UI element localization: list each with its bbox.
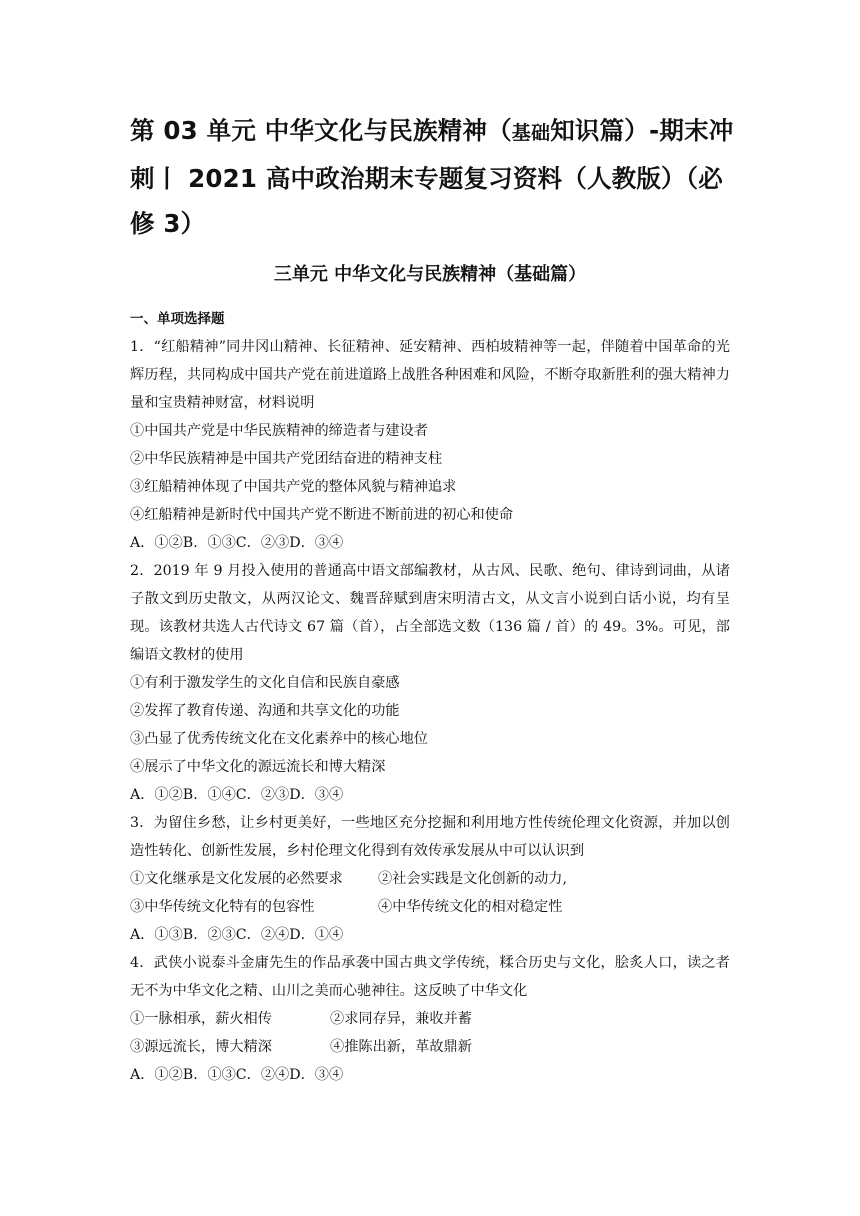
question-stem: 1．“红船精神”同井冈山精神、长征精神、延安精神、西柏坡精神等一起，伴随着中国革命的光辉历程，共同构成中国共产党在前进道路上战胜各种困难和风险，不断夺取新胜利的强大精神力量和宝贵精神财富，材料说明 xyxy=(130,339,730,411)
question-stem: 2．2019 年 9 月投入使用的普通高中语文部编教材，从古风、民歌、绝句、律诗到词曲，从诸子散文到历史散文，从两汉论文、魏晋辞赋到唐宋明清古文，从文言小说到白话小说，均有呈现。该教材共选人古代诗文 67 篇（首），占全部选文数（136 篇 / 首）的 49。3%。可见，部编语文教材的使用 xyxy=(130,563,730,663)
answer-choices: A．①②B．①③C．②③D．③④ xyxy=(130,535,344,551)
question-option: ②中华民族精神是中国共产党团结奋进的精神支柱 xyxy=(130,451,443,467)
option-row xyxy=(130,1033,730,1061)
answer-choices: A．①②B．①④C．②③D．③④ xyxy=(130,787,344,803)
answer-choices: A．①②B．①③C．②④D．③④ xyxy=(130,1067,344,1083)
question-stem: 3．为留住乡愁，让乡村更美好，一些地区充分挖掘和利用地方性传统伦理文化资源，并加以创造性转化、创新性发展，乡村伦理文化得到有效传承发展从中可以认识到 xyxy=(130,815,730,859)
option-row xyxy=(130,865,730,893)
section-heading: 一、单项选择题 xyxy=(130,311,225,327)
question-option: ③凸显了优秀传统文化在文化素养中的核心地位 xyxy=(130,731,428,747)
option-row xyxy=(130,893,730,921)
question-option: ④展示了中华文化的源远流长和博大精深 xyxy=(130,759,386,775)
question-option: ④推陈出新，革故鼎新 xyxy=(330,1039,472,1055)
document-title xyxy=(130,108,740,246)
title-part-1: 第 03 单元 中华文化与民族精神（ xyxy=(130,116,512,145)
question-option: ④中华传统文化的相对稳定性 xyxy=(378,899,563,915)
question-option: ①文化继承是文化发展的必然要求 xyxy=(130,871,343,887)
option-row xyxy=(130,1005,730,1033)
question-option: ③源远流长，博大精深 xyxy=(130,1039,272,1055)
title-part-2: 知识篇）-期末冲刺丨 2021 高中政治期末专题复习资料（人教版）（必修 3） xyxy=(130,116,734,238)
section-subtitle: 三单元 中华文化与民族精神（基础篇） xyxy=(273,264,587,285)
question-option: ②发挥了教育传递、沟通和共享文化的功能 xyxy=(130,703,400,719)
question-option: ③红船精神体现了中国共产党的整体风貌与精神追求 xyxy=(130,479,457,495)
question-stem: 4．武侠小说泰斗金庸先生的作品承袭中国古典文学传统，糅合历史与文化，脍炙人口，读之者无不为中华文化之精、山川之美而心驰神往。这反映了中华文化 xyxy=(130,955,730,999)
question-option: ③中华传统文化特有的包容性 xyxy=(130,899,315,915)
answer-choices: A．①③B．②③C．②④D．①④ xyxy=(130,927,344,943)
question-option: ②求同存异，兼收并蓄 xyxy=(330,1011,472,1027)
question-option: ②社会实践是文化创新的动力, xyxy=(378,871,567,887)
question-list xyxy=(130,305,730,1089)
question-option: ①一脉相承，薪火相传 xyxy=(130,1011,272,1027)
question-option: ①有利于激发学生的文化自信和民族自豪感 xyxy=(130,675,400,691)
question-option: ④红船精神是新时代中国共产党不断进不断前进的初心和使命 xyxy=(130,507,514,523)
title-part-small: 基础 xyxy=(511,122,551,144)
question-option: ①中国共产党是中华民族精神的缔造者与建设者 xyxy=(130,423,428,439)
